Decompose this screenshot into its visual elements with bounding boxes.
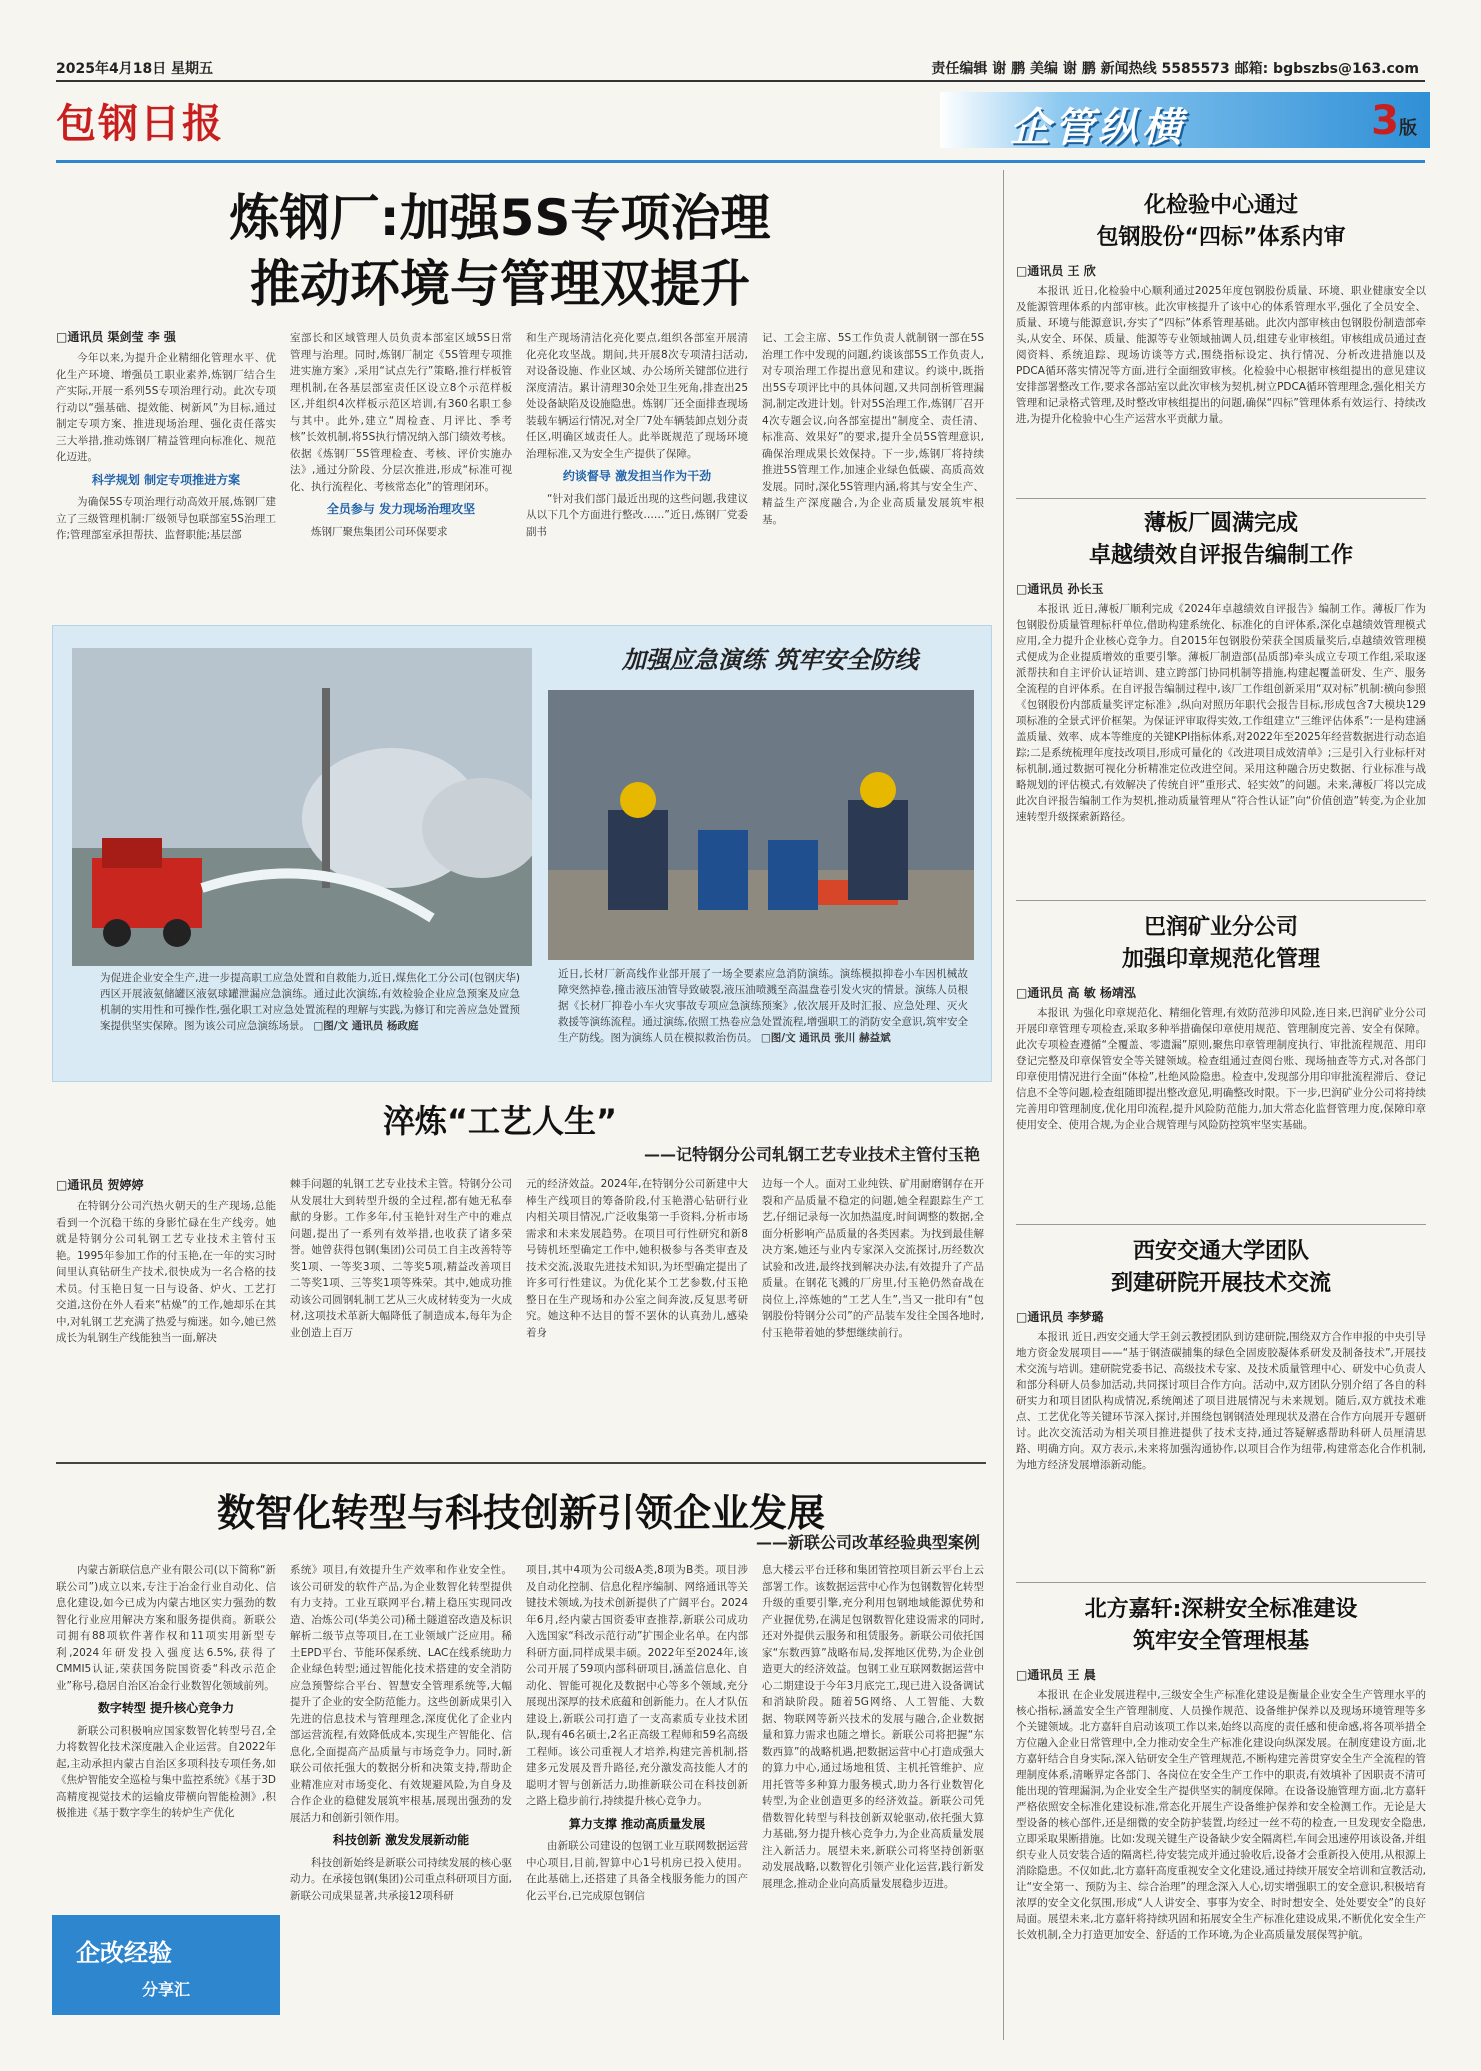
article3-col3b-text: 由新联公司建设的包钢工业互联网数据运营中心项目,目前,智算中心1号机房已投入使用。在此基础上,还搭建了具备全栈服务能力的国产化云平台,已完成原包钢信 — [526, 1840, 748, 1902]
main-column-1 — [56, 350, 276, 600]
right-article-4 — [1016, 1236, 1426, 1591]
column-badge — [52, 1915, 280, 2015]
photo-caption-1-text: 为促进企业安全生产,进一步提高职工应急处置和自救能力,近日,煤焦化工分公司(包钢庆华)西区开展液氨储罐区液氨球罐泄漏应急演练。通过此次演练,有效检验企业应急预案及应急机制的实用性和可操作性,强化职工对应急处置流程的理解与实践,为修订和完善应急处置预案提供坚实保障。图为该公司应急演练场景。 — [100, 972, 520, 1032]
editors-line: 责任编辑 谢 鹏 美编 谢 鹏 新闻热线 5585573 邮箱: bgbszbs@163.com — [931, 61, 1419, 77]
main-section-heading-3: 约谈督导 激发担当作为干劲 — [562, 469, 712, 483]
main-col4-text: 记、工会主席、5S工作负责人就制钢一部在5S治理工作中发现的问题,约谈该部5S工作负责人,对专项治理工作提出意见和建议。约谈中,既指出5S专项评比中的具体问题,又共同剖析管理漏洞,制定改进计划。针对5S治理工作,炼钢厂召开4次专题会议,向各部室提出“制度全、责任清、标准高、效果好”的要求,提升全员5S管理意识,确保治理成果长效保持。下一步,炼钢厂将持续推进5S管理工作,加速企业绿色低碳、高质高效发展。同时,深化5S管理内涵,将其与安全生产、精益生产深度融合,为企业高质量发展筑牢根基。 — [762, 332, 984, 526]
right-article-1-body — [1016, 283, 1426, 509]
main-col3-text: 和生产现场清洁化亮化要点,组织各部室开展清化亮化攻坚战。期间,共开展8次专项清扫活动,对设备设施、作业区域、办公场所关键部位进行深度清洁。累计清理30余处卫生死角,排查出25处设备缺陷及设施隐患。炼钢厂还全面排查现场装载车辆运行情况,对全厂7处车辆装卸点划分责任区,明确区域责任人。此举既规范了现场环境治理标准,又为安全生产提供了保障。 — [526, 332, 748, 460]
right-article-2-text: 本报讯 近日,薄板厂顺利完成《2024年卓越绩效自评报告》编制工作。薄板厂作为包钢股份质量管理标杆单位,借助构建系统化、标准化的自评体系,深化卓越绩效管理模式应用,全力提升企业核心竞争力。自2015年包钢股份荣获全国质量奖后,卓越绩效管理模式便成为企业提质增效的重要引擎。薄板厂制造部(品质部)牵头成立专项工作组,采取逐派帮扶和自主评价认证培训、建立跨部门协同机制等措施,构建起覆盖研发、生产、服务全流程的自评体系。在自评报告编制过程中,该厂工作组创新采用“双对标”机制:横向参照《包钢股份内部质量奖评定标准》,纵向对照历年职代会报告目标,形成包含7大模块129项标准的全景式评价框架。为保证评审取得实效,工作组建立“三维评估体系”:一是构建涵盖质量、效率、成本等维度的关键KPI指标体系,对2022年至2025年经营数据进行动态追踪;二是系统梳理年度技改项目,形成可量化的《改进项目成效清单》;三是引入行业标杆对标机制,通过数据可视化分析精准定位改进空间。采用这种融合历史数据、行业标准与战略规划的评估模式,有效解决了传统自评“重形式、轻实效”的问题。未来,薄板厂将以完成此次自评报告编制工作为契机,推动质量管理从“符合性认证”向“价值创造”转变,为企业加速转型升级探索新路径。 — [1016, 603, 1426, 823]
article3-col3-text: 项目,其中4项为公司级A类,8项为B类。项目涉及自动化控制、信息化程序编制、网络通讯等关键技术领域,为技术创新提供了广阔平台。2024年6月,经内蒙古国资委审查推荐,新联公司成功入选国家“科改示范行动”扩围企业名单。在内部科研方面,同样成果丰硕。2022年至2024年,该公司开展了59项内部科研项目,涵盖信息化、自动化、智能可视化及数据中心等多个领域,充分展现出深厚的技术底蕴和创新能力。在人才队伍建设上,新联公司打造了一支高素质专业技术团队,现有46名硕士,2名正高级工程师和59名高级工程师。该公司重视人才培养,构建完善机制,搭建多元发展及晋升路径,充分激发高技能人才的聪明才智与创新活力,助推新联公司在科技创新之路上稳步前行,持续提升核心竞争力。 — [526, 1564, 748, 1807]
right-divider-1 — [1016, 498, 1426, 499]
article2-subtitle: ——记特钢分公司轧钢工艺专业技术主管付玉艳 — [643, 1145, 980, 1164]
right-divider-2 — [1016, 900, 1426, 901]
article2-column-3 — [526, 1176, 748, 1448]
right-divider-4 — [1016, 1582, 1426, 1583]
article2-divider — [56, 1462, 986, 1464]
right-article-5-title1: 北方嘉轩:深耕安全标准建设 — [1084, 1597, 1358, 1622]
header-blue-rule — [56, 160, 1425, 163]
photo-tank-scene — [72, 648, 532, 966]
article3-col1-text: 内蒙古新联信息产业有限公司(以下简称“新联公司”)成立以来,专注于冶金行业自动化、信息化建设,如今已成为内蒙古地区实力强劲的数智化行业应用解决方案和服务提供商。新联公司拥有88项软件著作权和11项实用新型专利,2024年研发投入强度达6.5%,获得了CMMI5认证,荣获国务院国资委“科改示范企业”称号,稳居自治区冶金行业数智化领域前列。 — [56, 1564, 276, 1692]
main-column-4 — [762, 330, 984, 600]
right-article-5-body — [1016, 1687, 1426, 2039]
main-section-heading-2: 全员参与 发力现场治理攻坚 — [326, 502, 476, 516]
photo-emergency-drill-tank — [72, 648, 532, 966]
article3-column-3 — [526, 1562, 748, 2022]
right-article-3 — [1016, 912, 1426, 1231]
right-article-3-title1: 巴润矿业分公司 — [1143, 915, 1298, 940]
article3-title: 数智化转型与科技创新引领企业发展 — [216, 1491, 825, 1535]
article3-col4-text: 息大楼云平台迁移和集团管控项目新云平台上云部署工作。该数据运营中心作为包钢数智化转型升级的重要引擎,充分利用包钢地域能源优势和产业握优势,在满足包钢数智化建设需求的同时,还对外提供云服务和租赁服务。新联公司依托国家“东数西算”战略布局,发挥地区优势,为企业创造更大的经济效益。包钢工业互联网数据运营中心二期建设于今年3月底完工,现已进入设备调试和消缺阶段。随着5G网络、人工智能、大数据、物联网等新兴技术的发展与融合,企业数据量和算力需求也随之增长。新联公司将把握“东数西算”的战略机遇,把数据运营中心打造成强大的算力中心,通过场地租赁、主机托管维护、应用托管等多种算力服务模式,助力各行业数智化转型,为企业创造更多的经济效益。新联公司凭借数智化转型与科技创新双轮驱动,依托强大算力基础,努力提升核心竞争力,为企业高质量发展注入新活力。展望未来,新联公司将坚持创新驱动发展战略,以数智化引领产业化运营,践行新发展理念,推动企业向高质量发展稳步迈进。 — [762, 1564, 984, 1890]
photo-fire-rescue-drill — [548, 690, 974, 960]
photo-credit-2: □图/文 通讯员 张川 赫益斌 — [760, 1032, 891, 1044]
article2-title: 淬炼“工艺人生” — [382, 1102, 618, 1140]
main-section-heading-1: 科学规划 制定专项推进方案 — [91, 472, 241, 487]
photo-credit-1: □图/文 通讯员 杨政庭 — [313, 1020, 419, 1032]
main-col3b-text: “针对我们部门最近出现的这些问题,我建议从以下几个方面进行整改……”近日,炼钢厂党委副书 — [526, 492, 748, 538]
article2-col1-text: 在特钢分公司汽热火朝天的生产现场,总能看到一个沉稳干练的身影忙碌在生产线旁。她就是特钢分公司轧钢工艺专业技术主管付玉艳。1995年参加工作的付玉艳,在一年的实习时间里认真钻研生产技术,很快成为一名合格的技术员。付玉艳日复一日与设备、炉火、工艺打交道,这份在外人看来“枯燥”的工作,她却乐在其中,对轧钢工艺充满了热爱与痴迷。如今,她已然成长为轧钢生产线能独当一面,解决 — [56, 1200, 276, 1344]
right-article-1-text: 本报讯 近日,化检验中心顺利通过2025年度包钢股份质量、环境、职业健康安全以及能源管理体系的内部审核。此次审核提升了该中心的体系管理水平,强化了全员安全、质量、环境与能源意识,夯实了“四标”体系管理基础。此次内部审核由包钢股份制造部牵头,从安全、环保、质量、能源等专业领域抽调人员,组建专业审核组。审核组成员通过查阅资料、系统追踪、现场访谈等方式,围绕指标设定、执行情况、分析改进措施以及PDCA循环落实情况等方面,进行全面细致审核。化检验中心根据审核组提出的意见建议安排部署整改工作,要求各部站室以此次审核为契机,树立PDCA循环管理理念,强化相关方管理和记录格式管理,及时整改审核组提出的问题,确保“四标”管理体系有效运行、持续改进,为提升化检验中心生产运营水平贡献力量。 — [1016, 285, 1426, 425]
article3-section-heading-3: 算力支撑 推动高质量发展 — [568, 1816, 706, 1831]
main-col2b-text: 炼钢厂聚焦集团公司环保要求 — [311, 525, 448, 538]
article2-column-2 — [290, 1176, 512, 1448]
photo-caption-2-text: 近日,长材厂新高线作业部开展了一场全要素应急消防演练。演练模拟抑卷小车因机械故障突然掉卷,撞击液压油管导致破裂,液压油喷溅至高温盘卷引发火灾的情景。演练人员根据《长材厂抑卷小车火灾事故专项应急演练预案》,依次展开及时汇报、应急处理、灭火救援等演练流程。通过演练,依照工热卷应急处置流程,增强职工的消防安全意识,筑牢安全生产防线。图为演练人员在模拟救治伤员。 — [558, 968, 968, 1044]
right-article-5-byline: □通讯员 王 晨 — [1016, 1668, 1096, 1682]
right-article-4-body — [1016, 1329, 1426, 1591]
right-article-5-text: 本报讯 在企业发展进程中,三级安全生产标准化建设是衡量企业安全生产管理水平的核心指标,涵盖安全生产管理制度、人员操作规范、设备维护保养以及现场环境管理等多个关键领域。北方嘉轩自启动该项工作以来,始终以高度的责任感和使命感,将各项举措全方位融入企业日常管理中,全力推动安全生产标准化建设向纵深发展。在制度建设方面,北方嘉轩结合自身实际,深入钻研安全生产管理规范,不断构建完善贯穿安全生产全流程的管理制度体系,清晰界定各部门、各岗位在安全生产工作中的职责,有效填补了因职责不清可能出现的管理漏洞,为企业安全生产提供坚实的制度保障。在设备设施管理方面,北方嘉轩严格依照安全标准化建设标准,常态化开展生产设备维护保养和安全检测工作。无论是大型设备的核心部件,还是细微的安全防护装置,均经过一丝不苟的检查,一旦发现安全隐患,立即采取果断措施。比如:发现关键生产设备缺少安全隔离栏,车间会迅速停用该设备,并组织专业人员安装合适的隔离栏,待安装完成并通过验收后,设备才会重新投入使用,从根源上消除隐患。不仅如此,北方嘉轩高度重视安全文化建设,通过持续开展安全培训和宣教活动,让“安全第一、预防为主、综合治理”的理念深入人心,切实增强职工的安全意识,积极培育浓厚的安全文化氛围,形成“人人讲安全、事事为安全、时时想安全、处处要安全”的良好局面。展望未来,北方嘉轩将持续巩固和拓展安全生产标准化建设成果,不断优化安全生产长效机制,全力打造更加安全、舒适的工作环境,为企业高质量发展保驾护航。 — [1016, 1689, 1426, 1941]
article2-col3-text: 元的经济效益。2024年,在特钢分公司新建中大棒生产线项目的筹备阶段,付玉艳潜心钻研行业内相关项目情况,广泛收集第一手资料,分析市场需求和未来发展趋势。在项目可行性研究和新8号铸机坯型确定工作中,她积极参与各类审查及技术交流,汲取先进技术知识,为坯型确定提出了许多可行性建议。为优化某个工艺参数,付玉艳整日在生产现场和办公室之间奔波,反复思考研究。她这种不达目的誓不罢休的认真劲儿,感染着身 — [526, 1178, 748, 1339]
right-article-3-title2: 加强印章规范化管理 — [1121, 947, 1320, 972]
main-col1-text: 今年以来,为提升企业精细化管理水平、优化生产环境、增强员工职业素养,炼钢厂结合生产实际,开展一系列5S专项治理行动。此次专项行动以“强基础、提效能、树新风”为目标,通过制定专项方案、推进现场治理、强化责任落实三大举措,推动炼钢厂精益管理向标准化、规范化迈进。 — [56, 352, 276, 463]
right-article-1-byline: □通讯员 王 欣 — [1016, 264, 1096, 278]
right-article-3-body — [1016, 1005, 1426, 1231]
right-article-3-text: 本报讯 为强化印章规范化、精细化管理,有效防范涉印风险,连日来,巴润矿业分公司开展印章管理专项检查,采取多种举措确保印章使用规范、管理制度完善、安全有保障。此次专项检查遵循“全覆盖、零遗漏”原则,聚焦印章管理制度执行、审批流程规范、用印登记完整及印章保管安全等关键领域。检查组通过查阅台账、现场抽查等方式,对各部门印章使用情况进行全面“体检”,杜绝风险隐患。检查中,发现部分用印审批流程滞后、登记信息不全等问题,检查组随即提出整改意见,明确整改时限。下一步,巴润矿业分公司将持续完善用印管理制度,优化用印流程,提升风险防范能力,加大常态化监督管理力度,保障印章使用安全、使用合规,为企业合规管理与风险防控筑牢坚实基础。 — [1016, 1007, 1426, 1131]
article3-column-4 — [762, 1562, 984, 2022]
main-title-line1: 炼钢厂:加强5S专项治理 — [229, 189, 771, 247]
photo-section-title: 加强应急演练 筑牢安全防线 — [621, 645, 919, 674]
article2-col2-text: 棘手问题的轧钢工艺专业技术主管。特钢分公司从发展壮大到转型升级的全过程,都有她无私奉献的身影。工作多年,付玉艳针对生产中的难点问题,提出了一系列有效举措,也收获了诸多荣誉。她曾获得包钢(集团)公司员工自主改善特等奖1项、一等奖3项、二等奖5项,精益改善项目二等奖1项、三等奖1项等殊荣。其中,她成功推动该公司圆钢轧制工艺从三火成材转变为一火成材,这项技术革新大幅降低了制造成本,每年为企业创造上百万 — [290, 1178, 512, 1339]
badge-title: 企改经验 — [76, 1939, 172, 1967]
page-number: 3版 — [1371, 98, 1417, 144]
header-rule — [56, 80, 1425, 82]
right-article-1 — [1016, 190, 1426, 509]
right-divider-3 — [1016, 1224, 1426, 1225]
article3-col2b-text: 科技创新始终是新联公司持续发展的核心驱动力。在承接包钢(集团)公司重点科研项目方面,新联公司成果显著,共承接12项科研 — [290, 1856, 512, 1902]
right-article-2-title1: 薄板厂圆满完成 — [1143, 511, 1298, 536]
article3-column-1 — [56, 1562, 276, 1904]
right-article-4-byline: □通讯员 李梦璐 — [1016, 1310, 1104, 1324]
main-title-line2: 推动环境与管理双提升 — [250, 255, 750, 313]
badge-subtitle: 分享汇 — [142, 1980, 191, 1999]
right-article-3-byline: □通讯员 高 敏 杨靖泓 — [1016, 986, 1136, 1000]
article3-column-2 — [290, 1562, 512, 2022]
issue-date: 2025年4月18日 星期五 — [56, 61, 214, 77]
article3-col2-text: 系统》项目,有效提升生产效率和作业安全性。该公司研发的软件产品,为企业数智化转型提供有力支持。工业互联网平台,精上稳压实现同改造、冶炼公司(华美公司)稀土隧道窑改造及标识解析二级节点等项目,在工业领域广泛应用。稀土EPD平台、节能环保系统、LAC在线系统助力企业绿色转型;通过智能化技术搭建的安全消防应急预警综合平台、智慧安全管理系统等,大幅提升了企业的安全防范能力。这些创新成果引入先进的信息技术与管理理念,深度优化了企业内部运营流程,有效降低成本,实现生产智能化、信息化,全面提高产品质量与市场竞争力。同时,新联公司依托强大的数据分析和决策支持,帮助企业精准应对市场变化、有效规避风险,为自身及合作企业的稳健发展筑牢根基,展现出强劲的发展活力和创新引领作用。 — [290, 1564, 512, 1824]
right-article-2-body — [1016, 601, 1426, 911]
article2-column-4 — [762, 1176, 984, 1448]
right-article-1-title2: 包钢股份“四标”体系内审 — [1096, 225, 1346, 250]
photo-caption-2 — [558, 966, 968, 1071]
right-article-2 — [1016, 508, 1426, 911]
right-article-4-title2: 到建研院开展技术交流 — [1110, 1271, 1331, 1296]
photo-caption-1 — [100, 970, 520, 1070]
right-article-1-title1: 化检验中心通过 — [1143, 193, 1298, 218]
column-title: 企管纵横 — [1010, 105, 1186, 151]
article3-section-heading-2: 科技创新 激发发展新动能 — [332, 1833, 470, 1847]
right-article-5-title2: 筑牢安全管理根基 — [1132, 1629, 1309, 1654]
article3-section-heading-1: 数字转型 提升核心竞争力 — [97, 1701, 235, 1715]
article2-byline: □通讯员 贺婷婷 — [56, 1178, 144, 1192]
article2-col4-text: 边每一个人。面对工业纯铁、矿用耐磨钢存在开裂和产品质量不稳定的问题,她全程跟踪生产工艺,仔细记录每一次加热温度,时间调整的数据,全面分析影响产品质量的各类因素。为找到最佳解决方案,她还与业内专家深入交流探讨,历经数次试验和改进,最终找到解决办法,有效提升了产品质量。在钢花飞溅的厂房里,付玉艳仍然奋战在岗位上,淬炼她的“工艺人生”,当又一批印有“包钢股份特钢分公司”的产品装车发往全国各地时,付玉艳带着她的梦想继续前行。 — [762, 1178, 984, 1339]
main-column-3 — [526, 330, 748, 600]
main-column-2 — [290, 330, 512, 600]
right-article-4-title1: 西安交通大学团队 — [1132, 1239, 1309, 1264]
article3-subtitle: ——新联公司改革经验典型案例 — [755, 1533, 980, 1552]
newspaper-logo: 包钢日报 — [56, 100, 224, 147]
main-col1b-text: 为确保5S专项治理行动高效开展,炼钢厂建立了三级管理机制:厂级领导包联部室5S治理工作;管理部室承担帮扶、监督职能;基层部 — [56, 496, 276, 541]
right-column-divider — [1003, 170, 1004, 2040]
right-article-4-text: 本报讯 近日,西安交通大学王剑云教授团队到访建研院,围绕双方合作申报的中央引导地方资金发展项目——“基于钢渣碳捕集的绿色全固废胶凝体系研发及制备技术”,开展技术交流与培训。建研院党委书记、高级技术专家、及技术质量管理中心、研发中心负责人和部分科研人员参加活动,共同探讨项目合作方向。活动中,双方团队分别介绍了各自的科研实力和项目团队构成情况,系统阐述了项目进展情况与未来规划。随后,双方就技术难点、工艺优化等关键环节深入探讨,并围绕包钢钢渣处理现状及潜在合作方向展开专题研讨。此次交流活动为相关项目推进提供了技术支持,通过答疑解惑帮助科研人员厘清思路、明确方向。双方表示,未来将加强沟通协作,以项目合作为纽带,构建常态化合作机制,为地方经济发展增添新动能。 — [1016, 1331, 1426, 1471]
main-byline: □通讯员 渠剑莹 李 强 — [56, 330, 176, 344]
photo-rescue-scene — [548, 690, 974, 960]
right-article-2-byline: □通讯员 孙长玉 — [1016, 582, 1104, 596]
right-article-5 — [1016, 1594, 1426, 2039]
main-col2-text: 室部长和区域管理人员负责本部室区域5S日常管理与治理。同时,炼钢厂制定《5S管理专项推进实施方案》,采用“试点先行”策略,推行样板管理机制,在各基层部室责任区设立8个示范样板区,并组织4次样板示范区培训,有360名职工参与其中。此外,建立“周检查、月评比、季考核”长效机制,将5S执行情况纳入部门绩效考核。依据《炼钢厂5S管理检查、考核、评价实施办法》,通过分阶段、分层次推进,形成“标准可视化、执行流程化、考核常态化”的管理闭环。 — [290, 332, 512, 493]
right-article-2-title2: 卓越绩效自评报告编制工作 — [1088, 543, 1353, 568]
article2-column-1 — [56, 1198, 276, 1448]
article3-col1b-text: 新联公司积极响应国家数智化转型号召,全力将数智化技术深度融入企业运营。自2022年起,主动承担内蒙古自治区多项科技专项任务,如《焦炉智能安全巡检与集中监控系统》《基于3D高精度视觉技术的运输皮带横向智能检测》,积极推进《基于数字孪生的转炉生产优化 — [56, 1724, 276, 1819]
